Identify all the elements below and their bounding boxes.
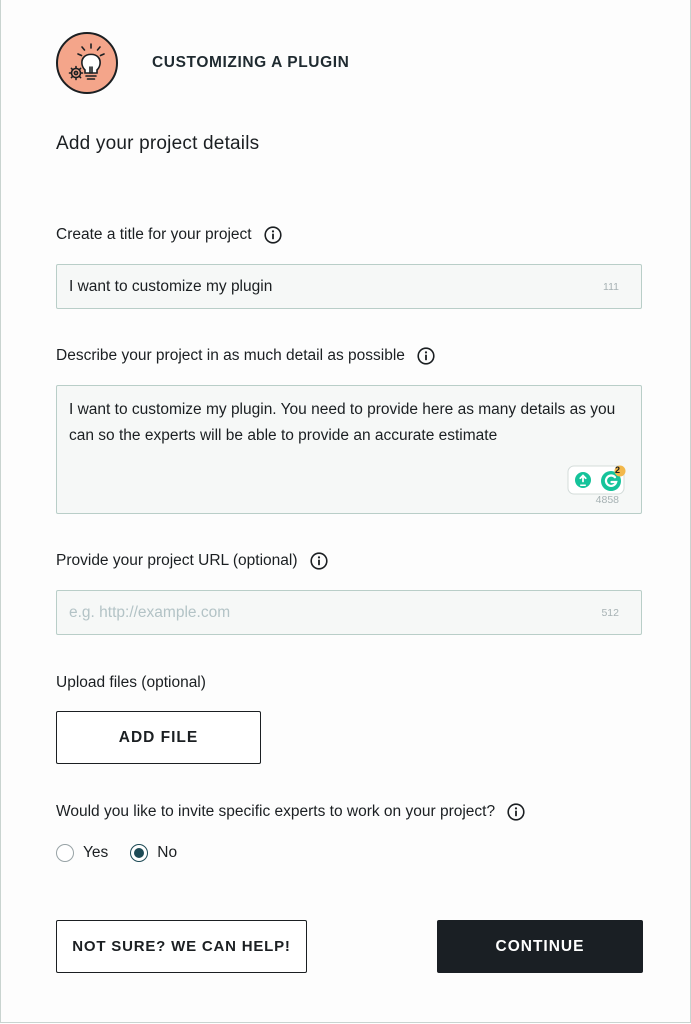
radio-yes-label: Yes <box>83 844 109 861</box>
info-icon[interactable] <box>417 347 435 365</box>
radio-yes[interactable] <box>56 844 74 862</box>
radio-no-label: No <box>157 844 178 861</box>
url-label-row <box>56 552 328 570</box>
page-header <box>56 32 349 94</box>
url-label: Provide your project URL (optional) <box>56 552 298 569</box>
description-char-counter: 4858 <box>595 494 619 506</box>
radio-option-yes[interactable] <box>56 844 108 862</box>
url-input[interactable] <box>56 590 642 635</box>
help-button[interactable]: NOT SURE? WE CAN HELP! <box>56 920 307 973</box>
description-label: Describe your project in as much detail as possible <box>56 347 405 364</box>
invite-question: Would you like to invite specific experts to work on your project? <box>56 803 496 820</box>
description-textarea[interactable] <box>56 385 642 514</box>
upload-label: Upload files (optional) <box>56 674 206 691</box>
continue-button[interactable]: CONTINUE <box>437 920 643 973</box>
info-icon[interactable] <box>310 552 328 570</box>
header-title: CUSTOMIZING A PLUGIN <box>152 54 350 71</box>
upload-label-row <box>56 674 206 692</box>
title-input[interactable] <box>56 264 642 309</box>
radio-option-no[interactable] <box>130 844 177 862</box>
url-char-counter: 512 <box>601 607 619 619</box>
section-title: Add your project details <box>56 133 260 154</box>
title-char-counter: 111 <box>603 281 619 293</box>
add-file-button[interactable]: ADD FILE <box>56 711 261 764</box>
title-label-row <box>56 226 282 244</box>
radio-no[interactable] <box>130 844 148 862</box>
info-icon[interactable] <box>507 803 525 821</box>
description-label-row <box>56 347 435 365</box>
lightbulb-gear-icon <box>56 32 118 94</box>
title-label: Create a title for your project <box>56 226 252 243</box>
invite-question-row <box>56 803 525 821</box>
invite-radio-group <box>56 844 199 862</box>
grammarly-badge-count: 2 <box>615 465 621 475</box>
info-icon[interactable] <box>264 226 282 244</box>
